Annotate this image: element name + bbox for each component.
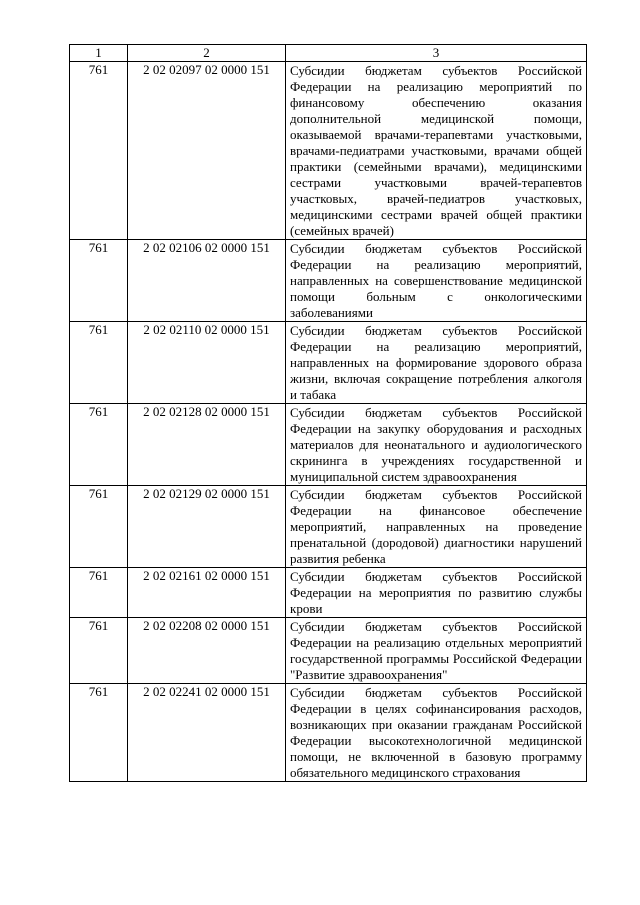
table-row: [70, 486, 587, 568]
admin-code-cell: 761: [70, 684, 128, 782]
budget-code-cell: 2 02 02097 02 0000 151: [128, 62, 286, 240]
header-row: [70, 45, 587, 62]
description-cell: Субсидии бюджетам субъектов Российской Федерации в целях софинансирования расходов, возникающих при оказании гражданам Российской Федерации высокотехнологичной медицинской помощи, не включенной в базовую программу обязательного медицинского страхования: [286, 684, 587, 782]
description-cell: Субсидии бюджетам субъектов Российской Федерации на реализацию отдельных мероприятий государственной программы Российской Федерации "Развитие здравоохранения": [286, 618, 587, 684]
admin-code-cell: 761: [70, 62, 128, 240]
budget-code-cell: 2 02 02128 02 0000 151: [128, 404, 286, 486]
table-row: [70, 240, 587, 322]
description-cell: Субсидии бюджетам субъектов Российской Федерации на закупку оборудования и расходных материалов для неонатального и аудиологического скрининга в учреждениях государственной и муниципальной систем здравоохранения: [286, 404, 587, 486]
budget-code-cell: 2 02 02129 02 0000 151: [128, 486, 286, 568]
admin-code-cell: 761: [70, 322, 128, 404]
budget-code-cell: 2 02 02208 02 0000 151: [128, 618, 286, 684]
table-row: [70, 404, 587, 486]
header-col-3: 3: [286, 45, 587, 62]
description-cell: Субсидии бюджетам субъектов Российской Федерации на реализацию мероприятий, направленных на формирование здорового образа жизни, включая сокращение потребления алкоголя и табака: [286, 322, 587, 404]
header-col-1: 1: [70, 45, 128, 62]
table-row: [70, 62, 587, 240]
table-row: [70, 568, 587, 618]
admin-code-cell: 761: [70, 240, 128, 322]
description-cell: Субсидии бюджетам субъектов Российской Федерации на финансовое обеспечение мероприятий, направленных на проведение пренатальной (дородовой) диагностики нарушений развития ребенка: [286, 486, 587, 568]
header-col-2: 2: [128, 45, 286, 62]
budget-code-cell: 2 02 02110 02 0000 151: [128, 322, 286, 404]
table-body: [70, 62, 587, 782]
budget-code-cell: 2 02 02161 02 0000 151: [128, 568, 286, 618]
table-row: [70, 322, 587, 404]
table-row: [70, 684, 587, 782]
budget-code-cell: 2 02 02106 02 0000 151: [128, 240, 286, 322]
admin-code-cell: 761: [70, 486, 128, 568]
budget-classification-table: [69, 44, 587, 782]
description-cell: Субсидии бюджетам субъектов Российской Федерации на мероприятия по развитию службы крови: [286, 568, 587, 618]
description-cell: Субсидии бюджетам субъектов Российской Федерации на реализацию мероприятий по финансовому обеспечению оказания дополнительной медицинской помощи, оказываемой врачами-терапевтами участковыми, врачами-педиатрами участковыми, врачами общей практики (семейными врачами), медицинскими сестрами участковыми врачей-терапевтов участковых, врачей-педиатров участковых, медицинскими сестрами врачей общей практики (семейных врачей): [286, 62, 587, 240]
admin-code-cell: 761: [70, 618, 128, 684]
budget-code-cell: 2 02 02241 02 0000 151: [128, 684, 286, 782]
table-row: [70, 618, 587, 684]
table-header: [70, 45, 587, 62]
admin-code-cell: 761: [70, 568, 128, 618]
admin-code-cell: 761: [70, 404, 128, 486]
description-cell: Субсидии бюджетам субъектов Российской Федерации на реализацию мероприятий, направленных на совершенствование медицинской помощи больным с онкологическими заболеваниями: [286, 240, 587, 322]
